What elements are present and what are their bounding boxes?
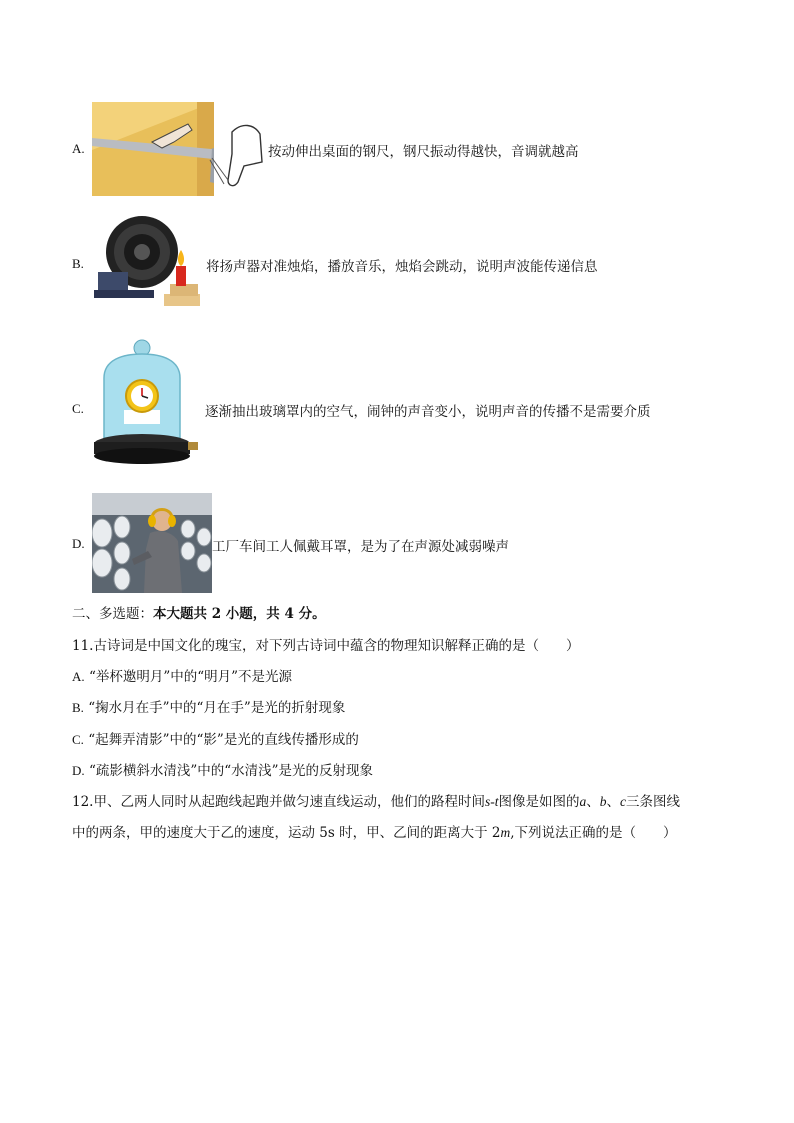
section-2-header [72,602,326,622]
question-11-stem: 11.古诗词是中国文化的瑰宝，对下列古诗词中蕴含的物理知识解释正确的是（ ） [72,638,580,654]
option-c-letter: C. [72,401,84,416]
speaker-candle-image [92,210,204,308]
q11-option-d-text: “疏影横斜水清浅”中的“水清浅”是光的反射现象 [88,763,374,779]
q11-option-c-text: “起舞弄清影”中的“影”是光的直线传播形成的 [88,732,359,748]
q12-text-3: 三条图线 [625,794,680,810]
option-d-text: 工厂车间工人佩戴耳罩，是为了在声源处减弱噪声 [212,539,509,555]
option-b-letter: B. [72,256,84,271]
section-2-bold: 本大题共 2 小题，共 4 分。 [153,606,326,622]
option-c-text: 逐渐抽出玻璃罩内的空气，闹钟的声音变小，说明声音的传播不是需要介质 [205,404,651,420]
q11-option-a-letter: A. [72,669,85,684]
option-a-letter: A. [72,141,85,156]
section-2-prefix: 二、多选题： [72,606,153,622]
q11-option-d-letter: D. [72,763,85,778]
q11-option-c [72,728,359,748]
q11-option-a [72,665,292,685]
q12-var-c: c [619,794,626,809]
q12-text-1: 12.甲、乙两人同时从起跑线起跑并做匀速直线运动，他们的路程时间 [72,794,485,810]
option-d-letter: D. [72,536,85,551]
q11-option-b [72,696,345,716]
q12-var-a: a [579,794,587,809]
q12-text-4: 中的两条，甲的速度大于乙的速度，运动 5s 时，甲、乙间的距离大于 2 [72,825,501,841]
q11-option-b-text: “掬水月在手”中的“月在手”是光的折射现象 [88,700,346,716]
option-b-text: 将扬声器对准烛焰，播放音乐，烛焰会跳动，说明声波能传递信息 [206,259,598,275]
q12-text-5: ,下列说法正确的是（ ） [510,825,677,841]
q11-option-d [72,759,373,779]
q12-sep-2: 、 [606,794,620,810]
ruler-on-desk-image [92,102,266,196]
question-12-line-1 [72,790,680,810]
q11-option-b-letter: B. [72,700,84,715]
q12-var-b: b [599,794,607,809]
q12-st-var: s-t [484,794,499,809]
q12-text-2: 图像是如图的 [498,794,580,810]
bell-jar-alarm-clock-image [92,338,200,470]
option-a-text: 按动伸出桌面的钢尺，钢尺振动得越快，音调就越高 [268,144,579,160]
question-12-line-2 [72,821,677,841]
q12-sep-1: 、 [586,794,600,810]
q12-var-m: m [500,825,511,840]
q11-option-a-text: “举杯邀明月”中的“明月”不是光源 [88,669,293,685]
q11-option-c-letter: C. [72,732,84,747]
factory-worker-earmuffs-image [92,493,212,593]
